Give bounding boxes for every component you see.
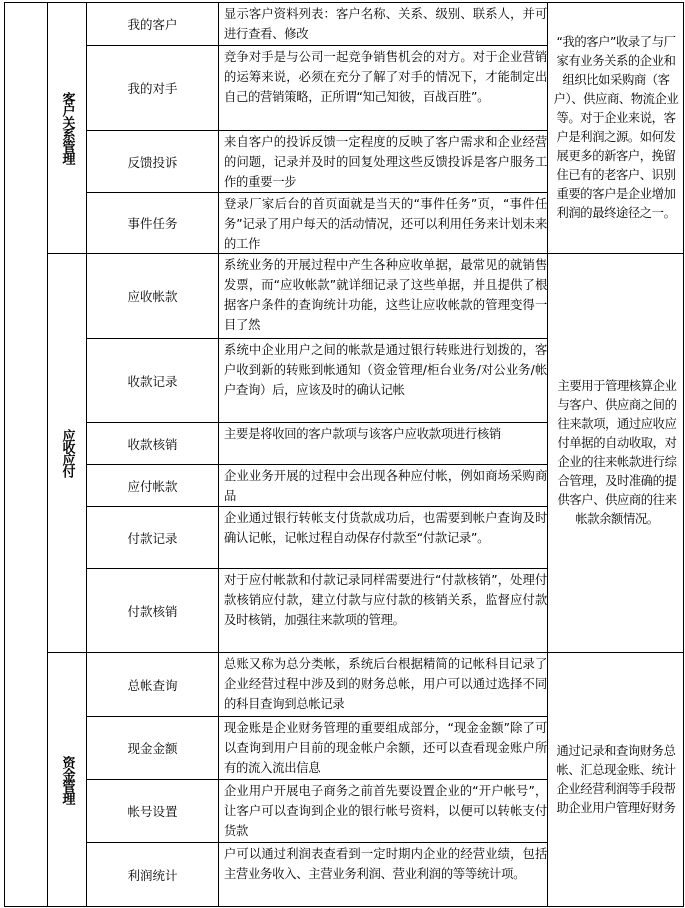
category-label: 资金管理 — [59, 755, 75, 804]
description-cell: 系统业务的开展过程中产生各种应收单据，最常见的就销售发票，而“应收帐款”就详细记录了这些单据，并且提供了根据客户条件的查询统计功能，这些让应收帐款的管理变得一目了然 — [224, 258, 547, 332]
function-label: 收款记录 — [127, 373, 178, 389]
function-cell — [87, 717, 218, 779]
function-cell — [87, 46, 218, 130]
description-cell: 主要是将收回的客户款项与该客户应收款项进行核销 — [224, 427, 502, 441]
category-cell — [48, 254, 86, 652]
function-label: 应收帐款 — [127, 289, 178, 304]
function-label: 应付帐款 — [127, 478, 178, 494]
function-cell — [87, 3, 218, 45]
function-label: 付款记录 — [127, 530, 178, 546]
function-label: 付款核销 — [127, 603, 178, 619]
summary-text: “我的客户”收录了与厂家有业务关系的企业和组织比如采购商（客户）、供应商、物流企业等。对于企业来说，客户是利润之源。如何发展更多的新客户，挽留住已有的老客户、识别重要的客户是企业增加利润的最终途径之一。 — [553, 35, 679, 220]
table-rule — [547, 2, 548, 907]
description-cell: 户可以通过利润表查看到一定时期内企业的经营业绩，包括主营业务收入、主营业务利润、营业利润的等等统计项。 — [224, 847, 547, 881]
summary-text: 主要用于管理核算企业与客户、供应商之间的往来款项，通过应收应付单据的自动收取，对企业的往来帐款进行综合管理，及时准确的提供客户、供应商的往来帐款余额情况。 — [557, 379, 677, 526]
description-cell: 显示客户资料列表：客户名称、关系、级别、联系人，并可进行查看、修改 — [224, 7, 547, 41]
function-label: 反馈投诉 — [127, 154, 178, 170]
function-cell — [87, 131, 218, 192]
description-cell: 企业用户开展电子商务之前首先要设置企业的“开户帐号”，让客户可以查询到企业的银行帐号资料，以便可以转帐支付货款 — [224, 784, 547, 838]
function-cell — [87, 193, 218, 253]
category-cell — [48, 3, 86, 253]
table-rule — [4, 2, 5, 907]
description-cell: 总账又称为总分类帐，系统后台根据精简的记帐科目记录了企业经营过程中涉及到的财务总帐，用户可以通过选择不同的科目查询到总帐记录 — [224, 657, 547, 711]
category-label: 应收应付 — [59, 429, 75, 477]
function-cell — [87, 507, 218, 568]
function-label: 利润统计 — [127, 867, 178, 883]
function-label: 现金金额 — [127, 741, 178, 756]
function-cell — [87, 780, 218, 842]
summary-text: 通过记录和查询财务总帐、汇总现金账、统计企业经营利润等手段帮助企业用户管理好财务 — [556, 743, 676, 815]
description-cell: 竞争对手是与公司一起竞争销售机会的对方。对于企业营销的运筹来说，必须在充分了解了对手的情况下，才能制定出自己的营销策略，正所谓“知己知彼，百战百胜”。 — [224, 50, 547, 104]
summary-cell — [551, 5, 681, 251]
function-cell — [87, 339, 218, 422]
function-cell — [87, 465, 218, 506]
function-cell — [87, 254, 218, 338]
function-cell — [87, 569, 218, 652]
description-cell: 系统中企业用户之间的帐款是通过银行转账进行划拨的，客户收到新的转账到帐通知（资金管理/柜台业务/对公业务/帐户查询）后，应该及时的确认记帐 — [224, 343, 547, 397]
summary-cell — [551, 655, 681, 904]
function-label: 事件任务 — [127, 216, 178, 231]
description-cell: 企业业务开展的过程中会出现各种应付帐，例如商场采购商品 — [224, 469, 547, 503]
function-cell — [87, 843, 218, 906]
summary-cell — [553, 256, 681, 650]
description-cell: 现金账是企业财务管理的重要组成部分，“现金金额”除了可以查询到用户目前的现金帐户余额，还可以查看现金账户所有的流入流出信息 — [224, 721, 547, 775]
function-label: 收款核销 — [127, 436, 178, 452]
category-cell — [48, 653, 86, 906]
function-label: 我的客户 — [127, 17, 178, 32]
description-cell: 来自客户的投诉反馈一定程度的反映了客户需求和企业经营的问题，记录并及时的回复处理这些反馈投诉是客户服务工作的重要一步 — [224, 135, 547, 189]
description-cell: 企业通过银行转帐支付货款成功后，也需要到帐户查询及时确认记帐，记帐过程自动保存付款至“付款记录”。 — [224, 511, 547, 545]
description-cell: 登录厂家后台的首页面就是当天的“事件任务”页，“事件任务”记录了用户每天的活动情况，还可以利用任务来计划未来的工作 — [224, 197, 547, 251]
description-cell: 对于应付帐款和付款记录同样需要进行“付款核销”，处理付款核销应付款，建立付款与应付款的核销关系，监督应付款及时核销，加强往来款项的管理。 — [224, 573, 547, 627]
function-label: 总帐查询 — [127, 677, 178, 693]
table-rule — [683, 2, 684, 907]
function-label: 我的对手 — [127, 81, 178, 96]
function-cell — [87, 423, 218, 464]
function-label: 帐号设置 — [127, 804, 178, 819]
function-cell — [87, 653, 218, 716]
category-label: 客户关系管理 — [59, 92, 75, 164]
table-rule — [4, 906, 684, 907]
